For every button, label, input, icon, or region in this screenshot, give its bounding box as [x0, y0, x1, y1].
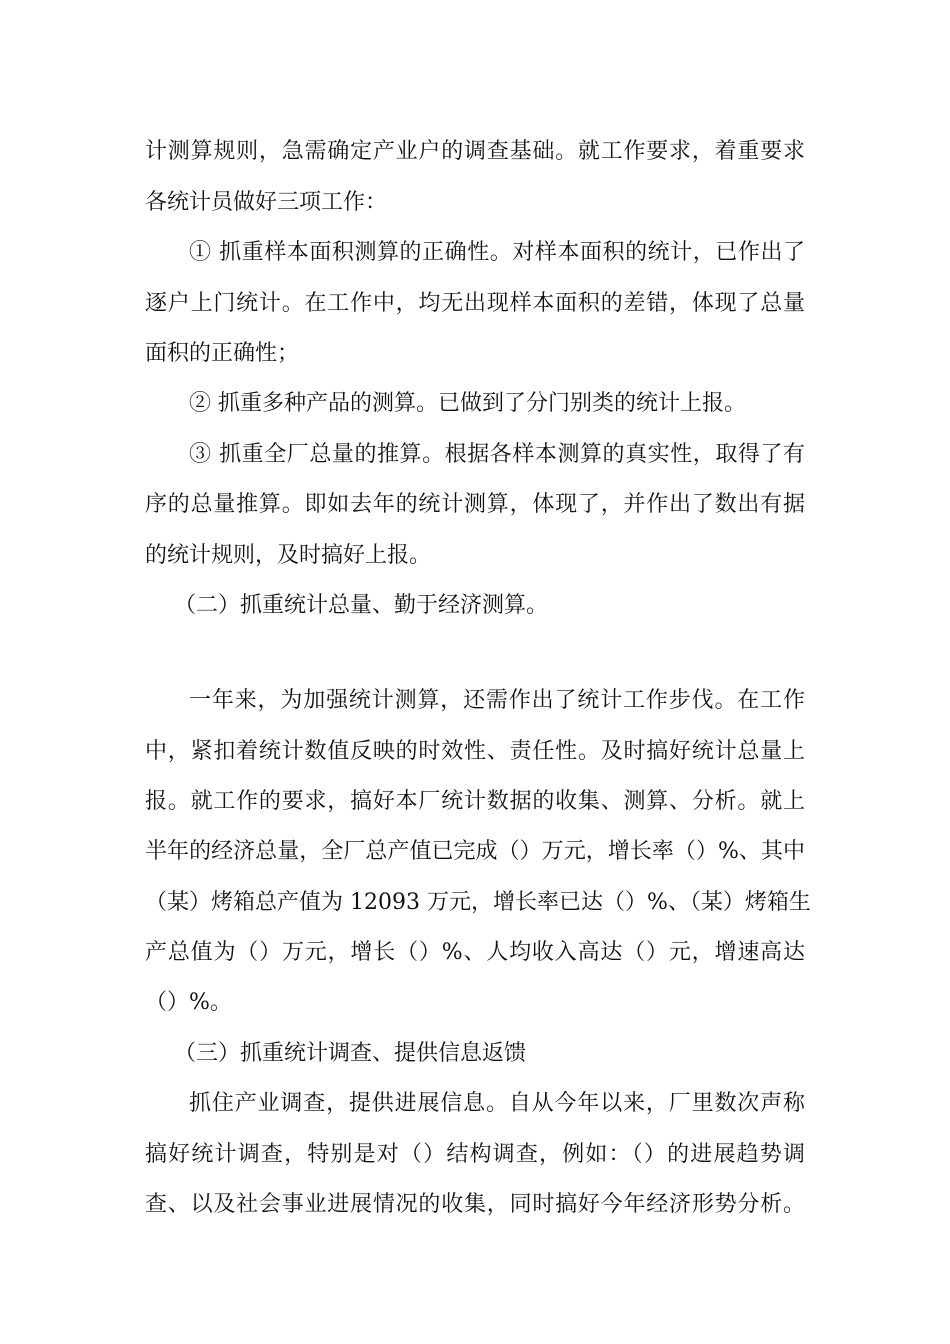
text-line-17: （）%。 — [145, 990, 232, 1015]
section-heading-2: （二）抓重统计总量、勤于经济测算。 — [174, 593, 549, 618]
text-line-16: 产总值为（）万元，增长（）%、人均收入高达（）元，增速高达 — [145, 940, 805, 965]
text-line-7: ③ 抓重全厂总量的推算。根据各样本测算的真实性，取得了有 — [189, 442, 805, 467]
text-line-20: 搞好统计调查，特别是对（）结构调查，例如：（）的进展趋势调 — [145, 1142, 805, 1167]
text-line-14: 半年的经济总量，全厂总产值已完成（）万元，增长率（）%、其中 — [145, 839, 805, 864]
section-heading-3: （三）抓重统计调查、提供信息返馈 — [174, 1041, 527, 1066]
text-line-19: 抓住产业调查，提供进展信息。自从今年以来，厂里数次声称 — [189, 1091, 805, 1116]
text-line-8: 序的总量推算。即如去年的统计测算，体现了，并作出了数出有据 — [145, 492, 805, 517]
text-line-21: 查、以及社会事业进展情况的收集，同时搞好今年经济形势分析。 — [145, 1192, 805, 1217]
text-line-1: 计测算规则，急需确定产业户的调查基础。就工作要求，着重要求 — [145, 139, 805, 164]
text-line-3: ① 抓重样本面积测算的正确性。对样本面积的统计，已作出了 — [189, 240, 805, 265]
text-line-11: 一年来，为加强统计测算，还需作出了统计工作步伐。在工作 — [189, 688, 805, 713]
text-line-12: 中，紧扣着统计数值反映的时效性、责任性。及时搞好统计总量上 — [145, 739, 805, 764]
text-line-15: （某）烤箱总产值为 12093 万元，增长率已达（）%、（某）烤箱生 — [145, 890, 811, 915]
text-line-4: 逐户上门统计。在工作中，均无出现样本面积的差错，体现了总量 — [145, 291, 805, 316]
text-line-2: 各统计员做好三项工作： — [145, 190, 388, 215]
text-line-5: 面积的正确性； — [145, 341, 300, 366]
text-line-13: 报。就工作的要求，搞好本厂统计数据的收集、测算、分析。就上 — [145, 789, 805, 814]
text-line-9: 的统计规则，及时搞好上报。 — [145, 543, 432, 568]
text-line-6: ② 抓重多种产品的测算。已做到了分门别类的统计上报。 — [189, 391, 746, 416]
